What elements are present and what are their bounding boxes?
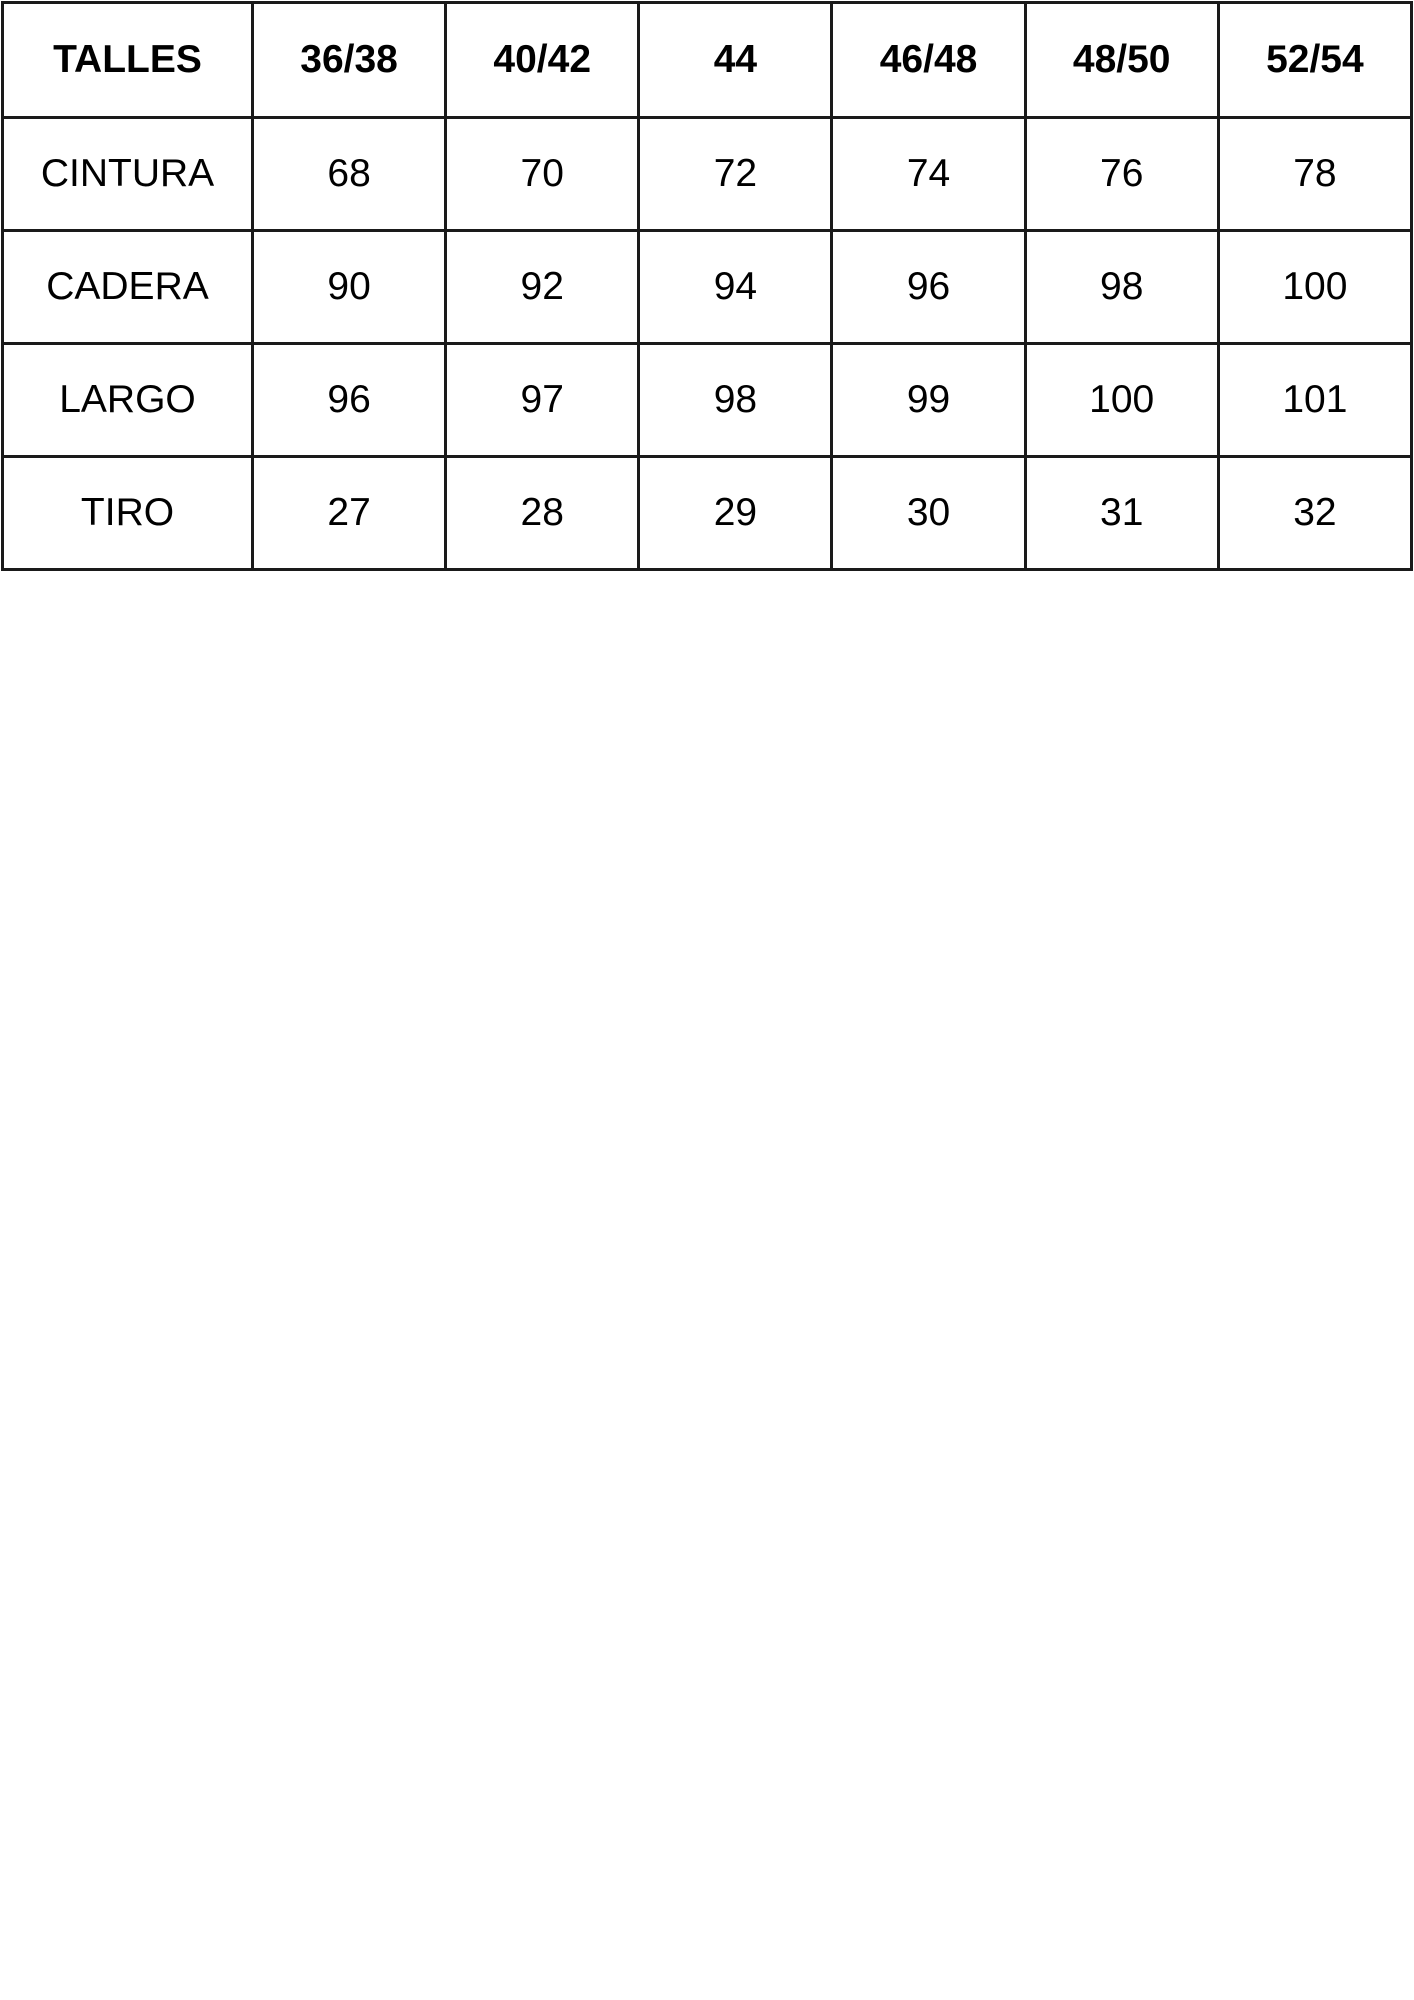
table-cell: 30 <box>832 457 1025 570</box>
header-cell-size: 46/48 <box>832 3 1025 118</box>
table-cell: 27 <box>253 457 446 570</box>
table-cell: 92 <box>446 231 639 344</box>
table-cell: 98 <box>639 344 832 457</box>
table-cell: 78 <box>1218 118 1411 231</box>
table-cell: 31 <box>1025 457 1218 570</box>
table-cell: 72 <box>639 118 832 231</box>
table-cell: 68 <box>253 118 446 231</box>
table-cell: 98 <box>1025 231 1218 344</box>
row-label-cintura: CINTURA <box>3 118 253 231</box>
table-cell: 76 <box>1025 118 1218 231</box>
table-cell: 70 <box>446 118 639 231</box>
table-cell: 28 <box>446 457 639 570</box>
table-cell: 99 <box>832 344 1025 457</box>
table-cell: 96 <box>253 344 446 457</box>
header-cell-size: 48/50 <box>1025 3 1218 118</box>
table-row <box>3 457 1412 570</box>
table-cell: 101 <box>1218 344 1411 457</box>
table-cell: 29 <box>639 457 832 570</box>
table-cell: 96 <box>832 231 1025 344</box>
table-cell: 100 <box>1025 344 1218 457</box>
table-cell: 32 <box>1218 457 1411 570</box>
header-cell-size: 52/54 <box>1218 3 1411 118</box>
size-chart-table <box>1 1 1413 571</box>
row-label-largo: LARGO <box>3 344 253 457</box>
table-row <box>3 344 1412 457</box>
header-cell-talles: TALLES <box>3 3 253 118</box>
table-cell: 97 <box>446 344 639 457</box>
row-label-tiro: TIRO <box>3 457 253 570</box>
header-cell-size: 44 <box>639 3 832 118</box>
table-row <box>3 231 1412 344</box>
table-cell: 74 <box>832 118 1025 231</box>
header-cell-size: 40/42 <box>446 3 639 118</box>
header-cell-size: 36/38 <box>253 3 446 118</box>
table-row <box>3 118 1412 231</box>
table-cell: 94 <box>639 231 832 344</box>
table-cell: 100 <box>1218 231 1411 344</box>
table-header-row <box>3 3 1412 118</box>
table-cell: 90 <box>253 231 446 344</box>
row-label-cadera: CADERA <box>3 231 253 344</box>
